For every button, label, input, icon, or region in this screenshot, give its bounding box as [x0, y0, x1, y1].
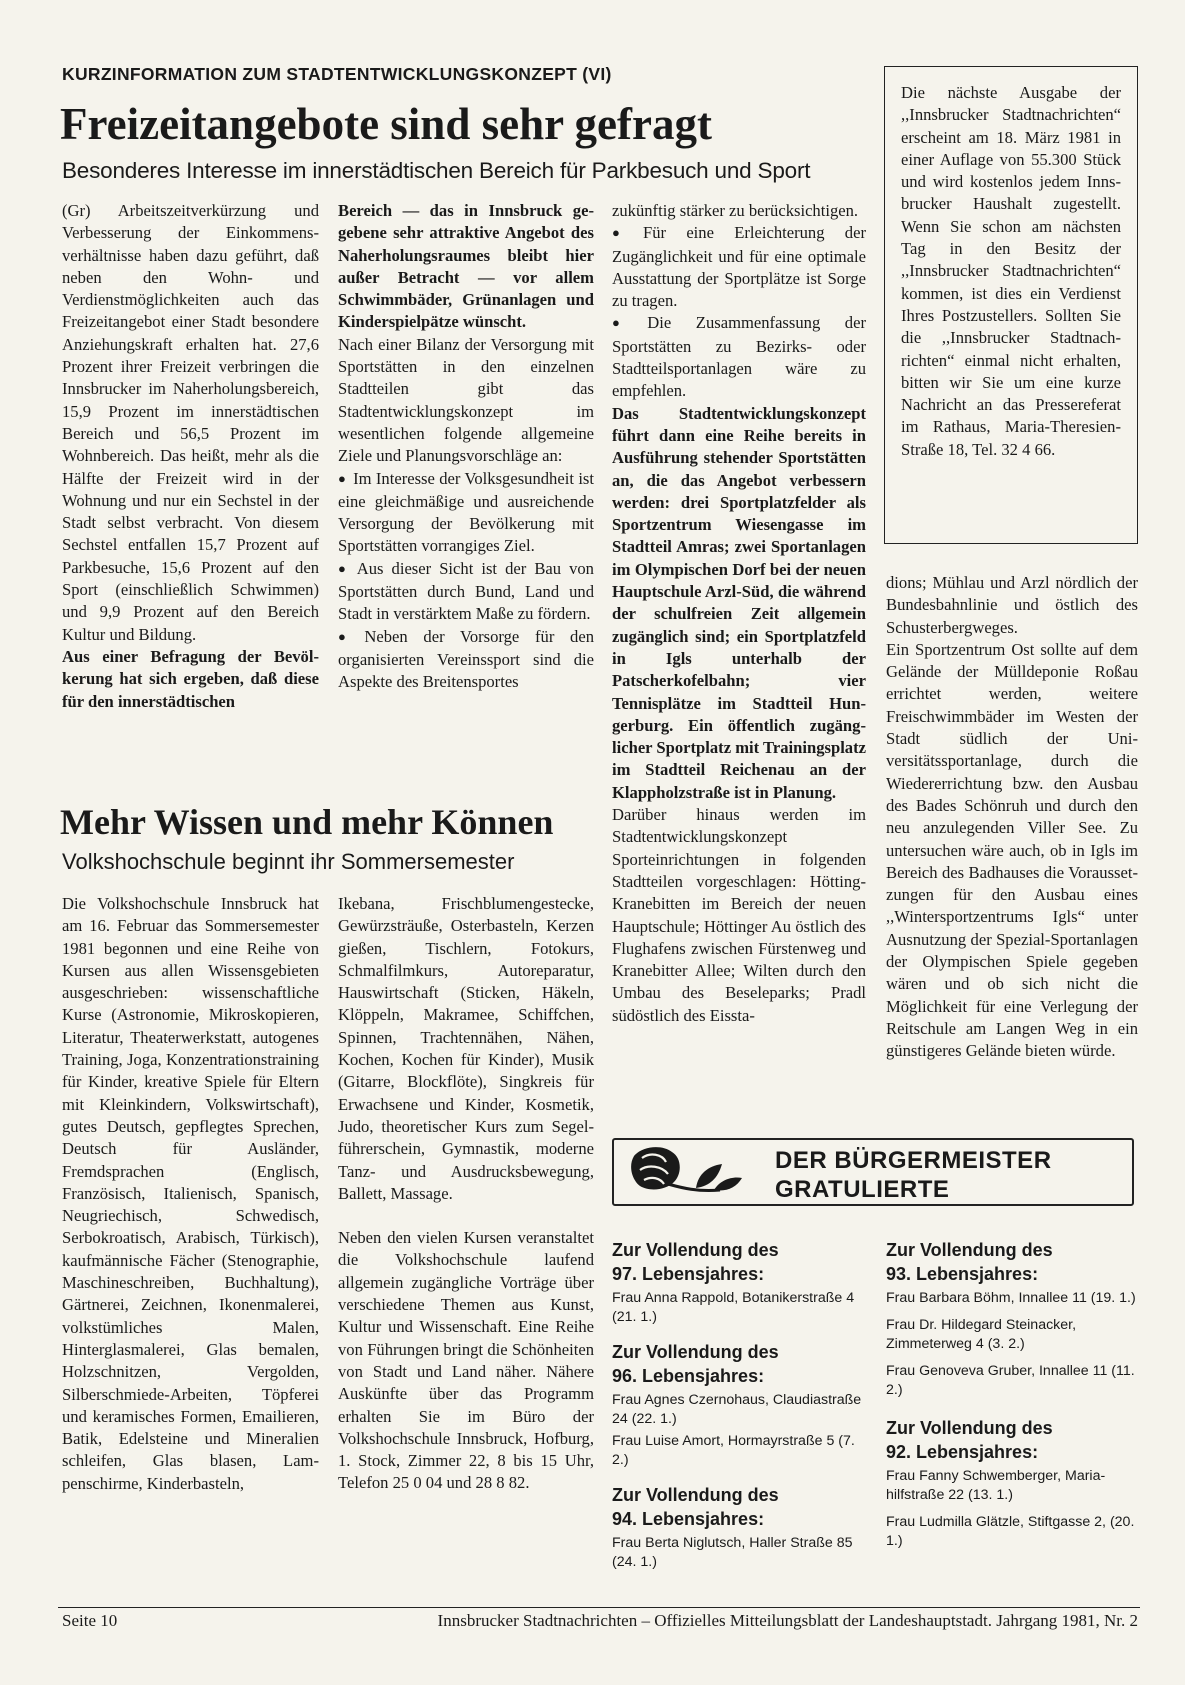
birthday-heading: Zur Vollendung des: [886, 1418, 1053, 1438]
birthday-heading: 93. Lebensjahres:: [886, 1264, 1039, 1284]
paragraph: Das Stadtentwicklungskonzept führt dann eine Reihe bereits in Ausführung stehender Sportstätten an, die das Angebot verbessern werden: drei Sportplatzfelder als Sportzentrum Wiesengasse im Stadtteil Amras; zwei Sportanlagen im Olympischen Dorf bei der neuen Hauptschule Arzl-Süd, die während der schulfreien Zeit allgemein zugänglich sind; ein Sportplatzfeld in Igls unterhalb der Patscherkofelbahn; vier Tennisplätze im Stadtteil Hungerburg. Ein öffentlich zugänglicher Sportplatz mit Trainingsplatz im Stadtteil Reichenau an der Klappholzstraße ist in Planung.: [612, 403, 866, 802]
article1-col2: [338, 200, 594, 694]
birthday-heading: 94. Lebensjahres:: [612, 1509, 765, 1529]
headline: Freizeitangebote sind sehr gefragt: [60, 99, 712, 149]
paragraph: Nach einer Bilanz der Versorgung mit Sportstätten in den einzelnen Stadtteilen gibt das Stadtentwicklungskonzept im wesentlichen folgende allgemeine Ziele und Planungsvorschläge an:: [338, 334, 594, 466]
paragraph: Darüber hinaus werden im Stadtentwicklungskonzept Sporteinrichtungen in folgenden Stadtteilen vorgeschlagen: Hötting-Kranebitten im Bereich der neuen Hauptschule; Höttinger Au östlich des Flughafens zwischen Fürstenweg und Kranebitter Allee; Wilten durch den Umbau des Beseleparks; Pradl südöstlich des Eissta-: [612, 805, 866, 1025]
article2-title: Mehr Wissen und mehr Können: [60, 802, 554, 842]
article1-col3: [612, 200, 866, 1027]
bullet-paragraph: ● Im Interesse der Volksgesundheit ist eine gleichmäßige und ausreichende Versorgung der Bevölkerung mit Sportstätten vorrangiges Ziel.: [338, 468, 594, 558]
article1-col1: [62, 200, 319, 713]
congrats-left-col: [612, 1238, 866, 1572]
congratulations-title-line: GRATULIERTE: [775, 1176, 950, 1203]
paragraph: Aus einer Befragung der Bevölkerung hat sich ergeben, daß diese für den innerstädtischen: [62, 646, 319, 711]
footer-rule: [58, 1607, 1140, 1608]
congratulations-title-line: DER BÜRGERMEISTER: [775, 1147, 1052, 1174]
article2-col2: [338, 893, 594, 1495]
birthday-entry: Frau Fanny Schwemberger, Mariahilfstraße 22 (13. 1.): [886, 1468, 1106, 1503]
birthday-group: [612, 1340, 866, 1470]
birthday-entry: Frau Genoveva Gruber, Innallee 11 (11. 2.): [886, 1363, 1135, 1398]
paragraph: (Gr) Arbeitszeitverkürzung und Verbesserung der Einkommensverhältnisse haben dazu geführt, daß neben den Wohn- und Verdienstmöglichkeiten auch das Freizeitangebot einer Stadt besondere Anziehungskraft erhalten hat. 27,6 Prozent ihrer Freizeit verbringen die Innsbrucker im Naherholungsbereich, 15,9 Prozent im innerstädtischen Bereich und 56,5 Prozent im Wohnbereich. Das heißt, mehr als die Hälfte der Freizeit wird in der Wohnung und nur ein Sechstel in der Stadt selbst verbracht. Von diesem Sechstel entfallen 15,7 Prozent auf Parkbesuche, 15,6 Prozent auf den Sport (einschließlich Schwimmen) und 9,9 Prozent auf den Bereich Kultur und Bildung.: [62, 201, 319, 644]
birthday-entry: Frau Berta Niglutsch, Haller Straße 85 (24. 1.): [612, 1535, 853, 1570]
article2-subtitle: Volkshochschule beginnt ihr Sommersemester: [62, 849, 515, 874]
paragraph: Die Volkshochschule Innsbruck hat am 16. Februar das Sommersemester 1981 begonnen und eine Reihe von Kursen aus allen Wissensgebieten ausgeschrieben: wissenschaftliche Kurse (Astronomie, Mikroskopieren, Literatur, Theaterwerkstatt, autogenes Training, Joga, Konzentrationstraining für Kinder, kreative Spiele für Eltern mit Kleinkindern, Volkswirtschaft), gutes Deutsch, gepflegtes Sprechen, Deutsch für Ausländer, Fremdsprachen (Englisch, Französisch, Italienisch, Spanisch, Neugriechisch, Schwedisch, Serbokroatisch, Arabisch, Türkisch), kaufmännische Fächer (Stenographie, Maschineschreiben, Buchhaltung), Gärtnerei, Zeichnen, Ikonenmalerei, volkstümliches Malen, Hinterglasmalerei, Glas bemalen, Holzschnitzen, Vergolden, Silberschmiede-Arbeiten, Töpferei und keramisches Formen, Emailieren, Batik, Edelsteine und Mineralien schleifen, Glas blasen, Lampenschirme, Kinderbasteln,: [62, 894, 319, 1493]
rose-icon: [628, 1144, 746, 1200]
bullet-paragraph: ● Aus dieser Sicht ist der Bau von Sportstätten durch Bund, Land und Stadt in verstärktem Maße zu fördern.: [338, 558, 594, 626]
birthday-group: [612, 1238, 866, 1327]
birthday-heading: Zur Vollendung des: [612, 1485, 779, 1505]
birthday-heading: Zur Vollendung des: [612, 1342, 779, 1362]
page-number: Seite 10: [62, 1611, 118, 1630]
birthday-entry: Frau Luise Amort, Hormayrstraße 5 (7. 2.): [612, 1433, 855, 1468]
birthday-entry: Frau Barbara Böhm, Innallee 11 (19. 1.): [886, 1290, 1136, 1306]
paragraph: Bereich — das in Innsbruck gegebene sehr attraktive Angebot des Naherholungsraumes bleibt hier außer Betracht — vor allem Schwimmbäder, Grünanlagen und Kinderspielpätze wünscht.: [338, 201, 594, 332]
bullet-paragraph: ● Neben der Vorsorge für den organisierten Vereinssport sind die Aspekte des Breitensportes: [338, 626, 594, 694]
masthead-footer: Innsbrucker Stadtnachrichten – Offizielles Mitteilungsblatt der Landeshauptstadt. Jahrgang 1981, Nr. 2: [437, 1611, 1138, 1630]
congrats-right-col: [886, 1238, 1138, 1551]
congratulations-title: [775, 1146, 1052, 1204]
paragraph: zukünftig stärker zu berücksichtigen.: [612, 201, 859, 220]
birthday-heading: Zur Vollendung des: [886, 1240, 1053, 1260]
birthday-group: [886, 1238, 1138, 1400]
birthday-entry: Frau Ludmilla Glätzle, Stiftgasse 2, (20. 1.): [886, 1514, 1135, 1549]
birthday-group: [612, 1483, 866, 1572]
birthday-entry: Frau Dr. Hildegard Steinacker, Zimmeterweg 4 (3. 2.): [886, 1317, 1077, 1352]
paragraph: dions; Mühlau und Arzl nördlich der Bundesbahnlinie und östlich des Schusterbergweges.: [886, 573, 1138, 637]
birthday-heading: 92. Lebensjahres:: [886, 1442, 1039, 1462]
next-issue-notice-box: [884, 66, 1138, 544]
birthday-entry: Frau Agnes Czernohaus, Claudiastraße 24 (22. 1.): [612, 1392, 862, 1427]
paragraph: Ein Sportzentrum Ost sollte auf dem Gelände der Mülldeponie Roßau errichtet werden, weitere Freischwimmbäder im Westen der Stadt südlich der Universitätssportanlage, durch die Wiedererrichtung bzw. den Ausbau des Bades Schönruh und durch den neu anzulegenden Viller See. Zu untersuchen wäre auch, ob in Igls im Bereich des Badhauses die Voraussetzungen für den Ausbau eines ,,Wintersportzentrums Igls“ unter Ausnutzung der Spezial-Sportanlagen der Olympischen Spiele gegeben wären und ob sich nicht die Möglichkeit für eine Verlegung der Reitschule am Langen Weg in ein günstigeres Gelände bieten würde.: [886, 639, 1138, 1061]
birthday-entry: Frau Anna Rappold, Botanikerstraße 4 (21. 1.): [612, 1290, 855, 1325]
subhead: Besonderes Interesse im innerstädtischen Bereich für Parkbesuch und Sport: [62, 158, 811, 183]
birthday-heading: Zur Vollendung des: [612, 1240, 779, 1260]
birthday-group: [886, 1416, 1138, 1551]
kicker: KURZINFORMATION ZUM STADTENTWICKLUNGSKONZEPT (VI): [62, 64, 612, 84]
paragraph: Neben den vielen Kursen veranstaltet die Volkshochschule laufend allgemein zugängliche Vorträge über verschiedene Themen aus Kunst, Kultur und Wissenschaft. Eine Reihe von Führungen bringt die Schönheiten von Stadt und Land näher. Nähere Auskünfte über das Programm erhalten Sie im Büro der Volkshochschule Innsbruck, Hofburg, 1. Stock, Zimmer 22, 8 bis 15 Uhr, Telefon 25 0 04 und 28 8 82.: [338, 1228, 594, 1493]
article1-col4: [886, 572, 1138, 1063]
bullet-paragraph: ● Die Zusammenfassung der Sportstätten zu Bezirks- oder Stadtteilsportanlagen wäre zu empfehlen.: [612, 312, 866, 402]
birthday-heading: 96. Lebensjahres:: [612, 1366, 765, 1386]
paragraph: Ikebana, Frischblumengestecke, Gewürzsträuße, Osterbasteln, Kerzen gießen, Tischlern, Fotokurs, Schmalfilmkurs, Autoreparatur, Hauswirtschaft (Sticken, Häkeln, Klöppeln, Makramee, Schiffchen, Spinnen, Trachtennähen, Nähen, Kochen, Kochen für Kinder), Musik (Gitarre, Blockflöte), Singkreis für Erwachsene und Kinder, Kosmetik, Judo, theoretischer Kurs zum Segelführerschein, Gymnastik, moderne Tanz- und Ausdrucksbewegung, Ballett, Massage.: [338, 894, 594, 1203]
notice-text: Die nächste Ausgabe der ,,Innsbrucker Stadtnachrichten“ erscheint am 18. März 1981 in einer Auflage von 55.300 Stück und wird kostenlos jedem Innsbrucker Haushalt zugestellt. Wenn Sie schon am nächsten Tag in den Besitz der ,,Innsbrucker Stadtnachrichten“ kommen, ist dies ein Verdienst Ihres Postzustellers. Sollten Sie die ,,Innsbrucker Stadtnachrichten“ einmal nicht erhalten, bitten wir Sie um eine kurze Nachricht an das Pressereferat im Rathaus, Maria-Theresien-Straße 18, Tel. 32 4 66.: [901, 83, 1121, 459]
article2-col1: [62, 893, 319, 1495]
bullet-paragraph: ● Für eine Erleichterung der Zugänglichkeit und für eine optimale Ausstattung der Sportplätze ist Sorge zu tragen.: [612, 222, 866, 312]
birthday-heading: 97. Lebensjahres:: [612, 1264, 765, 1284]
